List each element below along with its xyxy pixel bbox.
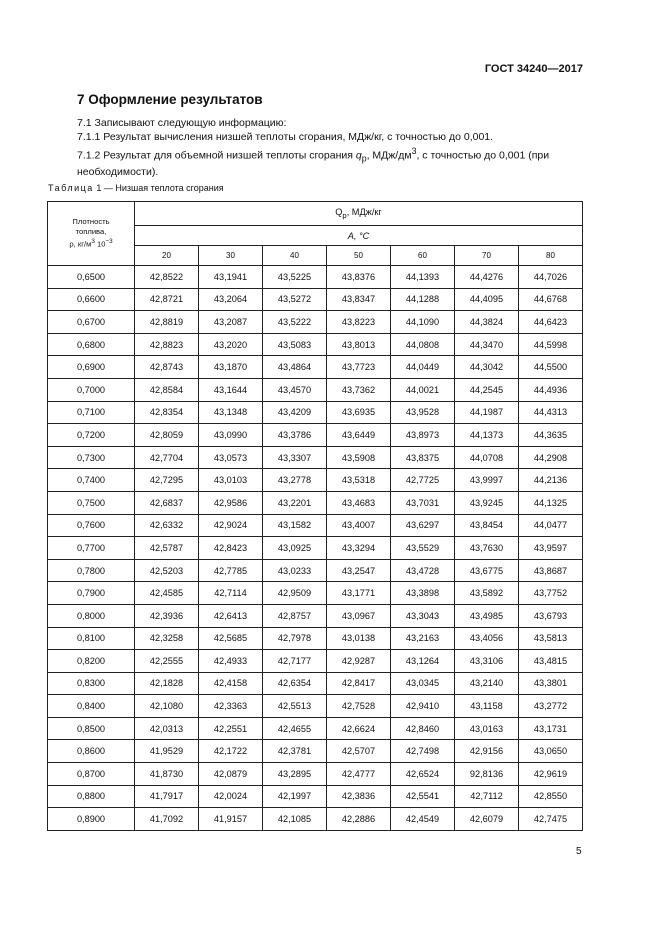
heat-value-cell: 43,4570	[263, 378, 327, 401]
density-cell: 0,8700	[48, 763, 135, 786]
heat-value-cell: 43,6775	[455, 559, 519, 582]
page-number: 5	[576, 846, 582, 857]
heat-value-cell: 43,2087	[199, 311, 263, 334]
heat-value-cell: 42,7725	[391, 469, 455, 492]
heat-value-cell: 43,8454	[455, 514, 519, 537]
heat-value-cell: 44,3470	[455, 333, 519, 356]
density-cell: 0,8900	[48, 808, 135, 831]
heat-value-cell: 44,4276	[455, 266, 519, 289]
heat-value-cell: 43,8375	[391, 446, 455, 469]
density-cell: 0,8100	[48, 627, 135, 650]
heat-value-cell: 43,9528	[391, 401, 455, 424]
header-q: Q	[335, 207, 343, 218]
heat-value-cell: 42,7177	[263, 650, 327, 673]
heat-value-cell: 42,3363	[199, 695, 263, 718]
standard-number: ГОСТ 34240—2017	[484, 63, 583, 75]
heat-value-cell: 43,0138	[327, 627, 391, 650]
heat-value-cell: 43,7362	[327, 378, 391, 401]
heat-value-cell: 42,8460	[391, 717, 455, 740]
heat-value-cell: 44,6768	[519, 288, 583, 311]
heat-value-cell: 43,4007	[327, 514, 391, 537]
heat-value-cell: 44,1987	[455, 401, 519, 424]
subscript-p: p	[361, 153, 367, 164]
heat-value-cell: 42,4585	[135, 582, 199, 605]
heat-value-cell: 43,2772	[519, 695, 583, 718]
heat-value-cell: 43,0990	[199, 424, 263, 447]
table-row	[48, 469, 583, 492]
heat-value-cell: 43,3307	[263, 446, 327, 469]
stub-sup: −3	[105, 238, 113, 246]
heat-value-cell: 42,5707	[327, 740, 391, 763]
heat-value-cell: 42,1828	[135, 672, 199, 695]
heat-value-cell: 42,1722	[199, 740, 263, 763]
heat-value-cell: 42,7528	[327, 695, 391, 718]
heat-value-cell: 42,3836	[327, 785, 391, 808]
table-caption	[48, 183, 224, 193]
heat-value-cell: 43,2064	[199, 288, 263, 311]
heat-value-cell: 42,9410	[391, 695, 455, 718]
density-cell: 0,8400	[48, 695, 135, 718]
stub-line: 10	[94, 239, 106, 249]
heat-value-cell: 44,2545	[455, 378, 519, 401]
heat-value-cell: 42,9619	[519, 763, 583, 786]
heat-value-cell: 43,9597	[519, 537, 583, 560]
heat-value-cell: 42,7785	[199, 559, 263, 582]
table-row	[48, 582, 583, 605]
heat-value-cell: 42,8584	[135, 378, 199, 401]
table-row	[48, 514, 583, 537]
heat-value-cell: 41,9157	[199, 808, 263, 831]
heat-value-cell: 42,3936	[135, 604, 199, 627]
heat-value-cell: 43,5529	[391, 537, 455, 560]
table-row	[48, 695, 583, 718]
heat-value-cell: 43,2020	[199, 333, 263, 356]
heat-value-cell: 44,0477	[519, 514, 583, 537]
paragraph-text: 7.1.2 Результат для объемной низшей теплоты сгорания	[77, 149, 356, 162]
heat-value-cell: 42,8819	[135, 311, 199, 334]
heat-value-cell: 43,9245	[455, 491, 519, 514]
heat-value-cell: 43,2778	[263, 469, 327, 492]
heat-value-cell: 42,6354	[263, 672, 327, 695]
stub-line: ρ, кг/м	[69, 239, 92, 249]
heat-value-cell: 43,7723	[327, 356, 391, 379]
density-cell: 0,7400	[48, 469, 135, 492]
heat-value-cell: 42,1085	[263, 808, 327, 831]
table-row	[48, 717, 583, 740]
heat-value-cell: 44,3635	[519, 424, 583, 447]
caption-label: Таблица	[48, 183, 94, 193]
temperature-header	[135, 226, 583, 246]
heat-value-cell: 42,6524	[391, 763, 455, 786]
heat-value-cell: 43,0345	[391, 672, 455, 695]
heat-value-cell: 42,8059	[135, 424, 199, 447]
heat-value-cell: 92,8136	[455, 763, 519, 786]
heat-value-cell: 43,9997	[455, 469, 519, 492]
header-q-sub: p	[342, 210, 347, 220]
heat-value-cell: 42,8721	[135, 288, 199, 311]
heat-value-cell: 44,2136	[519, 469, 583, 492]
heat-value-cell: 43,3786	[263, 424, 327, 447]
heat-value-cell: 41,8730	[135, 763, 199, 786]
heat-value-cell: 43,4209	[263, 401, 327, 424]
heat-value-cell: 43,2140	[455, 672, 519, 695]
heat-value-cell: 43,4864	[263, 356, 327, 379]
paragraph-text: , с точностью до 0,001 (при необходимости).	[77, 149, 550, 178]
heat-value-cell: 44,5998	[519, 333, 583, 356]
heat-value-cell: 41,9529	[135, 740, 199, 763]
heat-value-cell: 43,1582	[263, 514, 327, 537]
paragraph-7-1-2	[77, 145, 583, 179]
table-row	[48, 288, 583, 311]
density-cell: 0,7600	[48, 514, 135, 537]
heat-value-cell: 43,6793	[519, 604, 583, 627]
table-row	[48, 559, 583, 582]
heat-value-cell: 43,5225	[263, 266, 327, 289]
heat-value-cell: 43,7752	[519, 582, 583, 605]
density-cell: 0,7800	[48, 559, 135, 582]
table-row	[48, 491, 583, 514]
heat-value-cell: 42,0024	[199, 785, 263, 808]
heat-value-cell: 42,5203	[135, 559, 199, 582]
temperature-cell: 50	[327, 246, 391, 266]
table-row	[48, 446, 583, 469]
heat-value-cell: 41,7917	[135, 785, 199, 808]
paragraph-7-1-1: 7.1.1 Результат вычисления низшей теплоты сгорания, МДж/кг, с точностью до 0,001.	[77, 131, 494, 143]
heat-value-cell: 43,8973	[391, 424, 455, 447]
density-cell: 0,6600	[48, 288, 135, 311]
heat-value-cell: 43,5272	[263, 288, 327, 311]
table-row	[48, 672, 583, 695]
heat-value-cell: 44,1393	[391, 266, 455, 289]
heat-value-cell: 42,5685	[199, 627, 263, 650]
density-cell: 0,8500	[48, 717, 135, 740]
heat-value-cell: 44,1325	[519, 491, 583, 514]
heat-value-cell: 42,7114	[199, 582, 263, 605]
heat-value-cell: 42,9287	[327, 650, 391, 673]
heat-value-cell: 42,4158	[199, 672, 263, 695]
heat-value-cell: 42,0313	[135, 717, 199, 740]
heat-value-cell: 44,1373	[455, 424, 519, 447]
heat-value-cell: 43,1644	[199, 378, 263, 401]
density-cell: 0,7300	[48, 446, 135, 469]
heat-value-cell: 44,3042	[455, 356, 519, 379]
heat-value-cell: 42,4549	[391, 808, 455, 831]
heat-value-cell: 44,0708	[455, 446, 519, 469]
temperature-cell: 70	[455, 246, 519, 266]
temperature-cell: 30	[199, 246, 263, 266]
density-cell: 0,8000	[48, 604, 135, 627]
density-cell: 0,7700	[48, 537, 135, 560]
heat-value-cell: 43,6297	[391, 514, 455, 537]
table-body	[48, 266, 583, 831]
heat-value-cell: 43,3043	[391, 604, 455, 627]
heat-value-cell: 44,7026	[519, 266, 583, 289]
table-row	[48, 808, 583, 831]
heat-value-cell: 42,6413	[199, 604, 263, 627]
heat-value-cell: 42,7295	[135, 469, 199, 492]
heat-value-cell: 43,0233	[263, 559, 327, 582]
heat-value-cell: 43,4728	[391, 559, 455, 582]
heat-value-cell: 44,4095	[455, 288, 519, 311]
heat-value-cell: 43,0573	[199, 446, 263, 469]
heat-value-cell: 43,8223	[327, 311, 391, 334]
heat-value-cell: 42,3781	[263, 740, 327, 763]
heat-value-cell: 42,2555	[135, 650, 199, 673]
heat-value-cell: 42,7475	[519, 808, 583, 831]
heat-value-cell: 43,5222	[263, 311, 327, 334]
heat-value-cell: 42,6079	[455, 808, 519, 831]
density-column-header	[48, 202, 135, 266]
heat-value-cell: 44,1288	[391, 288, 455, 311]
heat-value-cell: 42,2551	[199, 717, 263, 740]
heat-value-cell: 42,9509	[263, 582, 327, 605]
heat-value-cell: 42,8823	[135, 333, 199, 356]
heat-value-table	[47, 201, 583, 831]
heat-value-cell: 42,4933	[199, 650, 263, 673]
heat-value-cell: 42,8743	[135, 356, 199, 379]
density-cell: 0,7900	[48, 582, 135, 605]
heat-value-cell: 42,9024	[199, 514, 263, 537]
density-cell: 0,6800	[48, 333, 135, 356]
heat-value-cell: 43,5908	[327, 446, 391, 469]
heat-value-cell: 43,1870	[199, 356, 263, 379]
temperature-cell: 60	[391, 246, 455, 266]
heat-value-cell: 43,3801	[519, 672, 583, 695]
heat-value-cell: 43,0650	[519, 740, 583, 763]
heat-value-cell: 44,1090	[391, 311, 455, 334]
heat-value-cell: 42,0879	[199, 763, 263, 786]
heat-value-cell: 43,8687	[519, 559, 583, 582]
density-cell: 0,6500	[48, 266, 135, 289]
heat-value-cell: 43,2201	[263, 491, 327, 514]
heat-value-cell: 44,0449	[391, 356, 455, 379]
heat-value-cell: 43,2547	[327, 559, 391, 582]
table-row	[48, 627, 583, 650]
heat-value-cell: 42,8354	[135, 401, 199, 424]
heat-value-cell: 42,8550	[519, 785, 583, 808]
heat-value-cell: 43,3294	[327, 537, 391, 560]
heat-value-cell: 41,7092	[135, 808, 199, 831]
table-row	[48, 604, 583, 627]
temperature-label: A, °C	[347, 230, 370, 241]
heat-value-cell: 44,0021	[391, 378, 455, 401]
table-row	[48, 333, 583, 356]
section-title: 7 Оформление результатов	[77, 92, 263, 107]
density-cell: 0,7500	[48, 491, 135, 514]
table-row	[48, 356, 583, 379]
caption-text: 1 — Низшая теплота сгорания	[96, 183, 224, 193]
heat-value-cell: 42,3258	[135, 627, 199, 650]
heat-value-cell: 43,6935	[327, 401, 391, 424]
heat-value-cell: 44,3824	[455, 311, 519, 334]
heat-value-cell: 44,5500	[519, 356, 583, 379]
heat-value-cell: 43,8376	[327, 266, 391, 289]
density-cell: 0,6700	[48, 311, 135, 334]
heat-value-cell: 42,7704	[135, 446, 199, 469]
heat-value-cell: 42,9156	[455, 740, 519, 763]
density-cell: 0,6900	[48, 356, 135, 379]
heat-value-cell: 43,5318	[327, 469, 391, 492]
heat-value-cell: 43,0103	[199, 469, 263, 492]
heat-value-cell: 42,6624	[327, 717, 391, 740]
heat-value-cell: 43,4985	[455, 604, 519, 627]
heat-value-cell: 43,4815	[519, 650, 583, 673]
heat-value-cell: 43,1731	[519, 717, 583, 740]
heat-value-cell: 43,3106	[455, 650, 519, 673]
heat-value-cell: 43,7630	[455, 537, 519, 560]
heat-value-cell: 42,7112	[455, 785, 519, 808]
table-row	[48, 378, 583, 401]
heat-value-cell: 43,1348	[199, 401, 263, 424]
temperature-cell: 80	[519, 246, 583, 266]
heat-value-cell: 42,5513	[263, 695, 327, 718]
table-row	[48, 311, 583, 334]
heat-value-cell: 42,2886	[327, 808, 391, 831]
heat-value-cell: 42,4777	[327, 763, 391, 786]
heat-value-cell: 44,2908	[519, 446, 583, 469]
heat-value-cell: 42,8757	[263, 604, 327, 627]
heat-value-cell: 42,6332	[135, 514, 199, 537]
table-row	[48, 763, 583, 786]
heat-value-cell: 43,1158	[455, 695, 519, 718]
heat-value-cell: 42,5541	[391, 785, 455, 808]
stub-line: Плотность	[72, 217, 110, 227]
heat-value-cell: 42,8423	[199, 537, 263, 560]
table-row	[48, 785, 583, 808]
heat-value-cell: 42,9586	[199, 491, 263, 514]
heat-value-cell: 42,1080	[135, 695, 199, 718]
heat-value-cell: 43,2895	[263, 763, 327, 786]
heat-value-cell: 42,7978	[263, 627, 327, 650]
heat-value-cell: 43,0967	[327, 604, 391, 627]
heat-value-cell: 42,5787	[135, 537, 199, 560]
paragraph-text: , МДж/дм	[366, 149, 412, 162]
heat-value-cell: 42,8522	[135, 266, 199, 289]
heat-value-cell: 43,3898	[391, 582, 455, 605]
heat-value-cell: 43,6449	[327, 424, 391, 447]
table-row	[48, 266, 583, 289]
paragraph-7-1: 7.1 Записывают следующую информацию:	[77, 117, 287, 129]
table-row	[48, 401, 583, 424]
heat-value-cell: 43,1941	[199, 266, 263, 289]
heat-value-cell: 42,8417	[327, 672, 391, 695]
variable-q: q	[355, 149, 362, 162]
table-row	[48, 424, 583, 447]
heat-value-cell: 42,4655	[263, 717, 327, 740]
heat-value-cell: 42,7498	[391, 740, 455, 763]
heat-value-cell: 43,0925	[263, 537, 327, 560]
heat-value-cell: 43,5892	[455, 582, 519, 605]
table-row	[48, 740, 583, 763]
heat-value-cell: 42,1997	[263, 785, 327, 808]
density-cell: 0,7000	[48, 378, 135, 401]
heat-value-cell: 44,6423	[519, 311, 583, 334]
heat-value-cell: 43,0163	[455, 717, 519, 740]
heat-value-cell: 43,1771	[327, 582, 391, 605]
heat-value-cell: 43,8347	[327, 288, 391, 311]
stub-line: топлива,	[75, 227, 107, 237]
superscript-3: 3	[411, 146, 417, 156]
heat-value-cell: 44,4936	[519, 378, 583, 401]
temperature-cell: 20	[135, 246, 199, 266]
density-cell: 0,8200	[48, 650, 135, 673]
density-cell: 0,7200	[48, 424, 135, 447]
header-q-unit: , МДж/кг	[346, 207, 382, 218]
temperature-cell: 40	[263, 246, 327, 266]
table-row	[48, 650, 583, 673]
density-cell: 0,8800	[48, 785, 135, 808]
stub-sup: 3	[91, 238, 95, 246]
heat-value-cell: 43,2163	[391, 627, 455, 650]
heat-value-cell: 43,4056	[455, 627, 519, 650]
heat-value-cell: 42,6837	[135, 491, 199, 514]
heat-value-cell: 44,4313	[519, 401, 583, 424]
heat-value-cell: 43,4683	[327, 491, 391, 514]
heat-value-cell: 43,1264	[391, 650, 455, 673]
heat-value-cell: 43,8013	[327, 333, 391, 356]
heat-value-cell: 44,0808	[391, 333, 455, 356]
density-cell: 0,7100	[48, 401, 135, 424]
heat-value-cell: 43,5083	[263, 333, 327, 356]
density-cell: 0,8600	[48, 740, 135, 763]
heat-value-header	[135, 202, 583, 226]
heat-value-cell: 43,5813	[519, 627, 583, 650]
density-cell: 0,8300	[48, 672, 135, 695]
table-row	[48, 537, 583, 560]
heat-value-cell: 43,7031	[391, 491, 455, 514]
